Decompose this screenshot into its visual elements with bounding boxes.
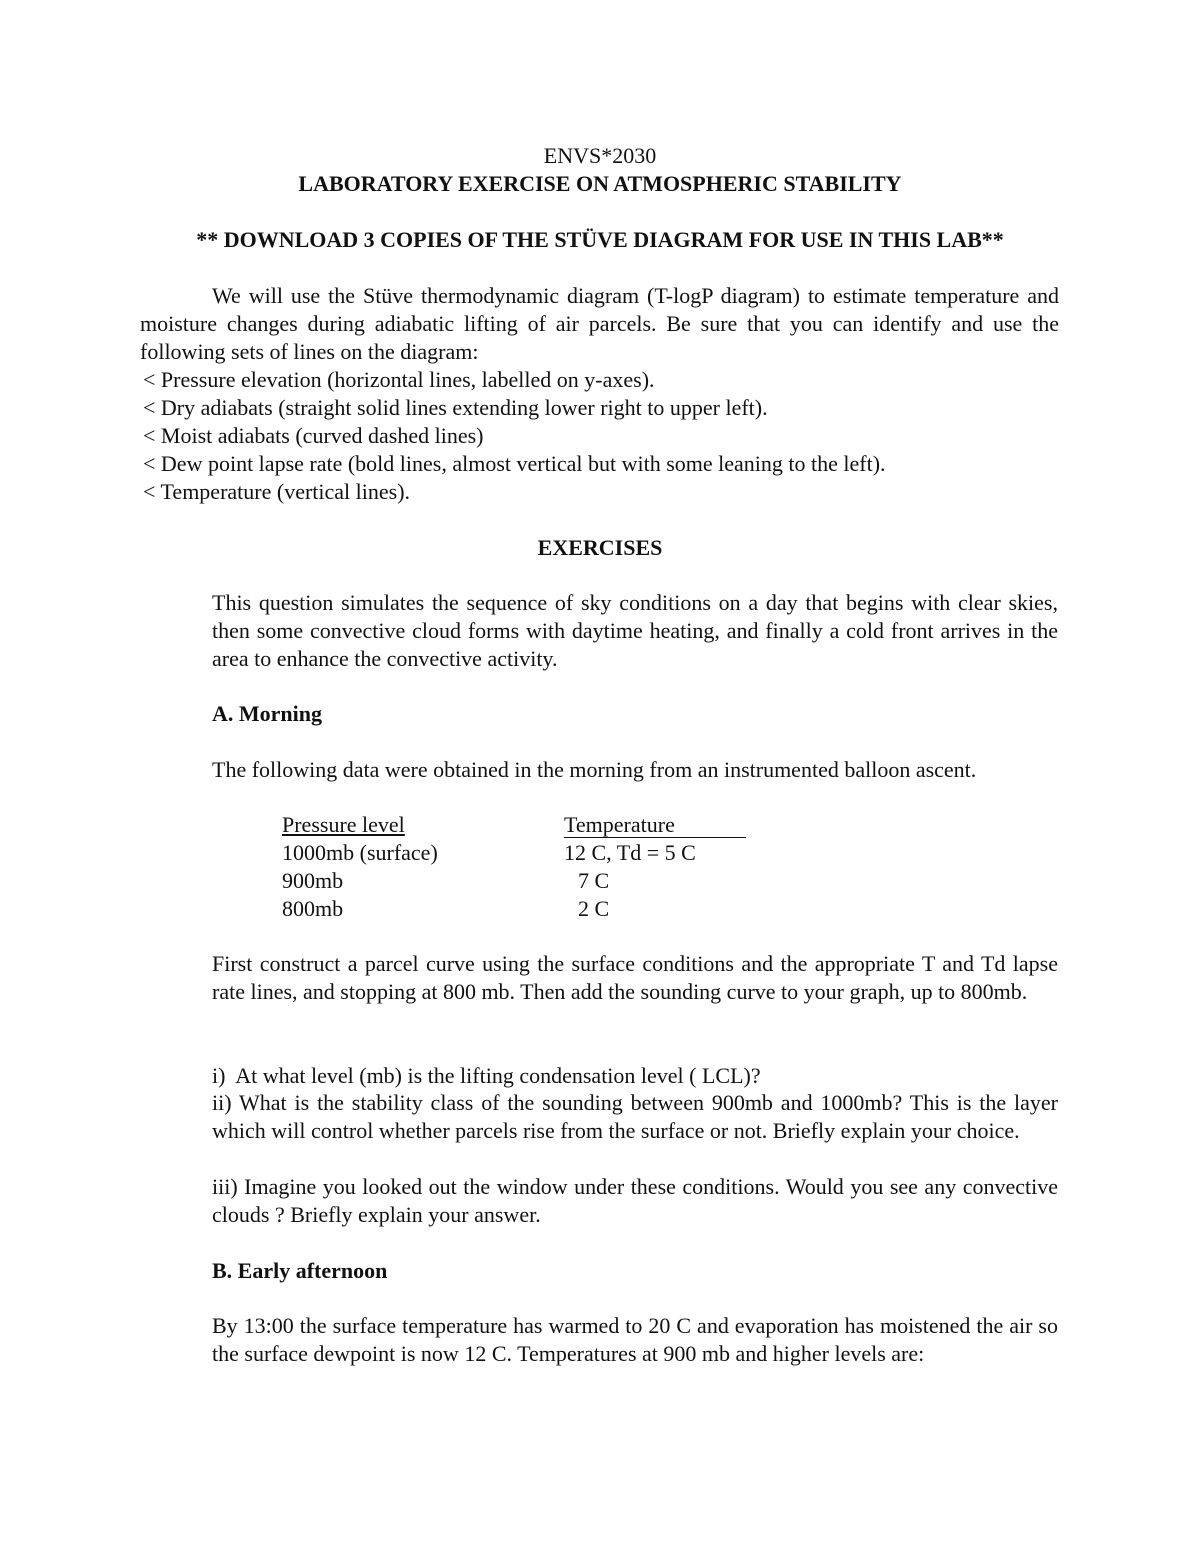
bullet-text: Pressure elevation (horizontal lines, labelled on y-axes). — [160, 367, 655, 392]
course-code: ENVS*2030 — [543, 143, 657, 168]
document-title: LABORATORY EXERCISE ON ATMOSPHERIC STABILITY — [298, 171, 902, 196]
bullet-glyph: < — [143, 479, 156, 504]
bullet-item — [143, 478, 410, 506]
bullet-glyph: < — [143, 367, 156, 392]
table-cell: 1000mb (surface) — [282, 840, 438, 865]
bullet-item — [143, 450, 886, 478]
exercises-heading: EXERCISES — [537, 535, 663, 560]
exercises-intro: This question simulates the sequence of sky conditions on a day that begins with clear skies, then some convective cloud forms with daytime heating, and finally a cold front arrives in the area to enhance the convective activity. — [212, 590, 1058, 671]
temperature-header-text: Temperature — [564, 812, 675, 837]
table-cell: 900mb — [282, 868, 344, 893]
data-intro: The following data were obtained in the morning from an instrumented balloon ascent. — [212, 757, 977, 782]
question-iii: iii) Imagine you looked out the window under these conditions. Would you see any convective clouds ? Briefly explain your answer. — [212, 1174, 1058, 1227]
instructions-paragraph: First construct a parcel curve using the surface conditions and the appropriate T and Td lapse rate lines, and stopping at 800 mb. Then add the sounding curve to your graph, up to 800mb. — [212, 951, 1058, 1004]
section-b-heading: B. Early afternoon — [212, 1258, 388, 1283]
section-b-paragraph: By 13:00 the surface temperature has warmed to 20 C and evaporation has moistened the air so the surface dewpoint is now 12 C. Temperatures at 900 mb and higher levels are: — [212, 1313, 1058, 1366]
bullet-item — [143, 422, 484, 450]
question-i: i) At what level (mb) is the lifting condensation level ( LCL)? — [212, 1063, 761, 1088]
bullet-text: Dew point lapse rate (bold lines, almost vertical but with some leaning to the left). — [160, 451, 886, 476]
bullet-text: Moist adiabats (curved dashed lines) — [160, 423, 484, 448]
bullet-text: Temperature (vertical lines). — [160, 479, 411, 504]
bullet-item — [143, 394, 768, 422]
table-cell: 7 C — [578, 868, 610, 893]
table-cell: 12 C, Td = 5 C — [564, 840, 696, 865]
table-cell: 2 C — [578, 896, 610, 921]
bullet-glyph: < — [143, 451, 156, 476]
section-a-heading: A. Morning — [212, 701, 322, 726]
table-cell: 800mb — [282, 896, 344, 921]
download-note: ** DOWNLOAD 3 COPIES OF THE STÜVE DIAGRAM FOR USE IN THIS LAB** — [196, 227, 1004, 252]
bullet-glyph: < — [143, 395, 156, 420]
question-ii: ii) What is the stability class of the sounding between 900mb and 1000mb? This is the layer which will control whether parcels rise from the surface or not. Briefly explain your choice. — [212, 1090, 1058, 1143]
table-header-pressure: Pressure level — [282, 812, 405, 837]
bullet-text: Dry adiabats (straight solid lines extending lower right to upper left). — [160, 395, 768, 420]
bullet-item — [143, 366, 655, 394]
bullet-glyph: < — [143, 423, 156, 448]
intro-paragraph: We will use the Stüve thermodynamic diagram (T-logP diagram) to estimate temperature and moisture changes during adiabatic lifting of air parcels. Be sure that you can identify and use the following sets of lines on the diagram: — [140, 283, 1059, 364]
table-header-temperature — [564, 811, 746, 839]
